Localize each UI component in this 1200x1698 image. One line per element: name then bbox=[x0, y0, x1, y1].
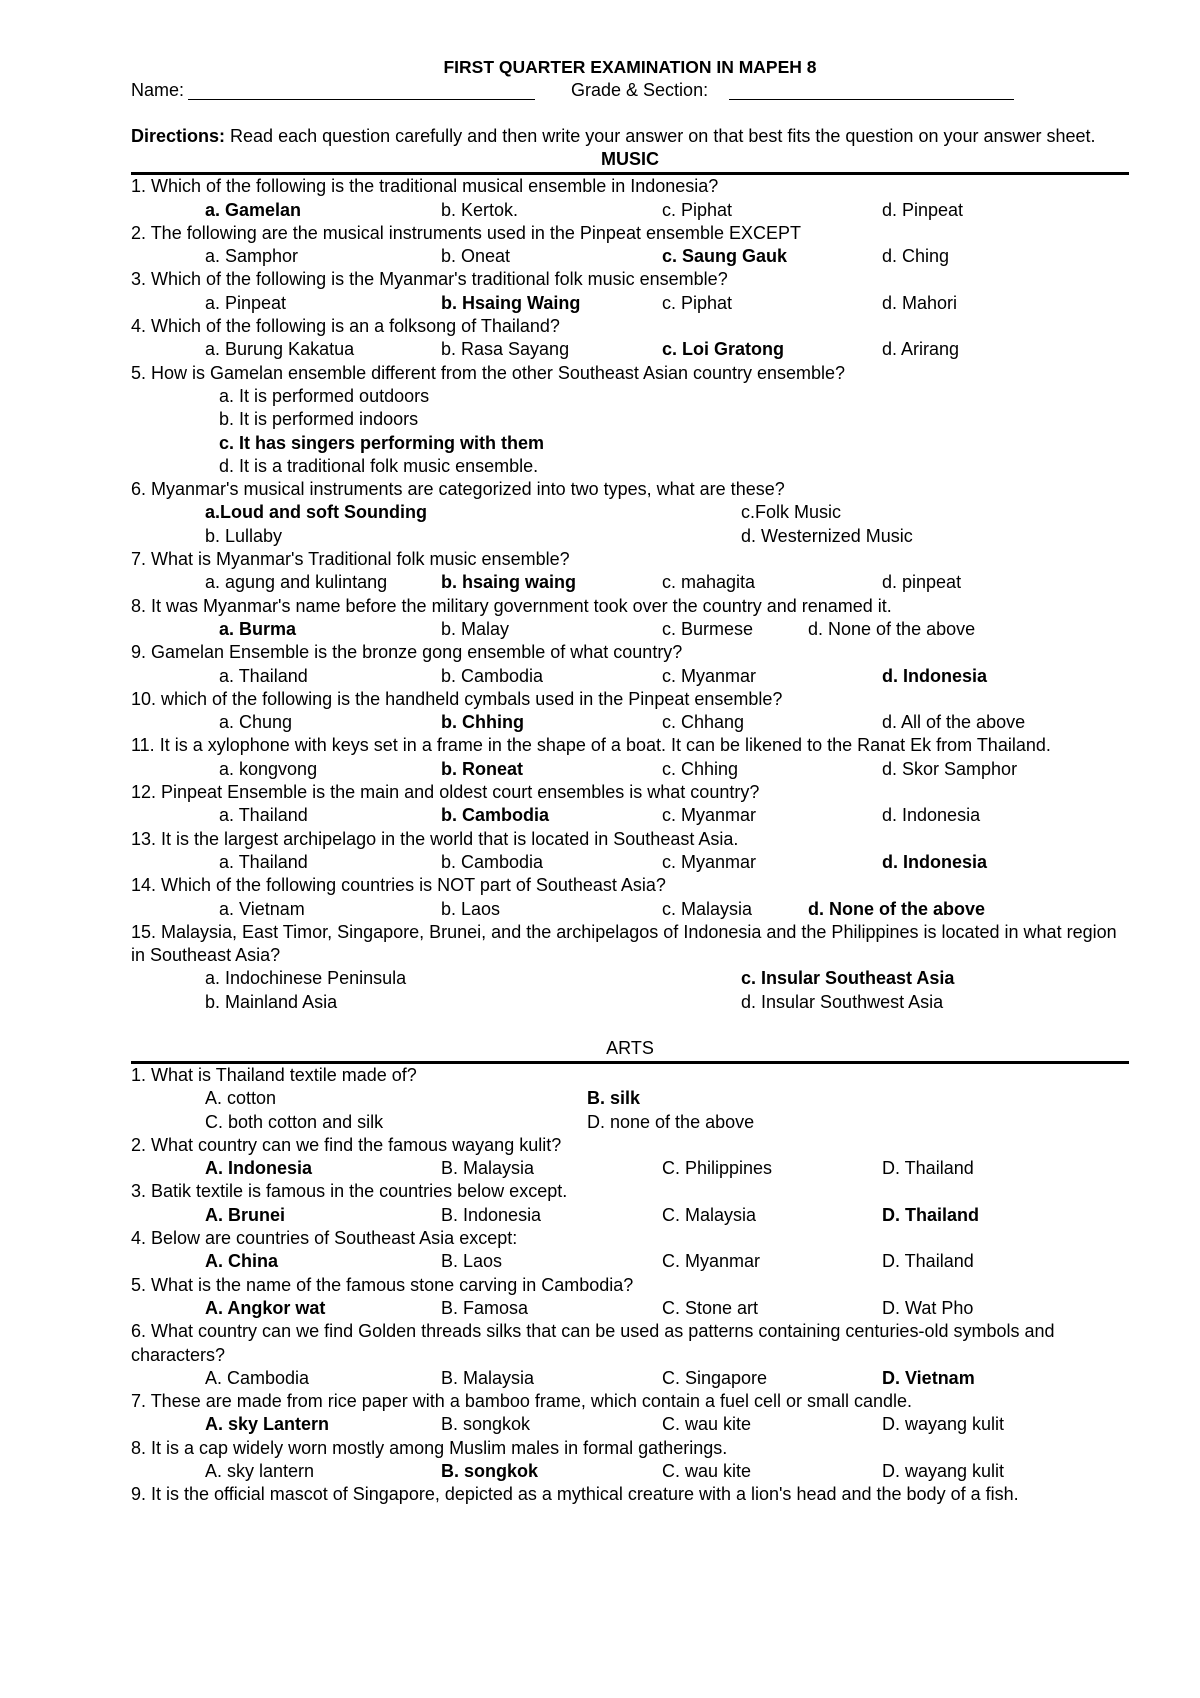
choices-row bbox=[131, 758, 1129, 781]
choices-row bbox=[131, 991, 1129, 1014]
choice: A. Brunei bbox=[205, 1204, 286, 1225]
choices-row bbox=[131, 1297, 1129, 1320]
choice: D. Thailand bbox=[882, 1251, 974, 1272]
choice: b. Hsaing Waing bbox=[441, 292, 581, 313]
question: 10. which of the following is the handheld cymbals used in the Pinpeat ensemble? bbox=[131, 688, 783, 709]
choices-row bbox=[131, 898, 1129, 921]
choice: c. Insular Southeast Asia bbox=[741, 968, 955, 989]
grade-section-blank-line bbox=[729, 99, 1014, 100]
choices-row bbox=[131, 711, 1129, 734]
choice: b. Cambodia bbox=[441, 665, 544, 686]
question: 8. It was Myanmar's name before the military government took over the country and renamed it. bbox=[131, 595, 892, 616]
choice: b. Laos bbox=[441, 898, 501, 919]
choice: D. Thailand bbox=[882, 1204, 980, 1225]
choice: d. It is a traditional folk music ensemble. bbox=[219, 455, 539, 476]
choice: b. Cambodia bbox=[441, 851, 544, 872]
question: 8. It is a cap widely worn mostly among Muslim males in formal gatherings. bbox=[131, 1437, 728, 1458]
choice: C. wau kite bbox=[662, 1414, 752, 1435]
choice: B. songkok bbox=[441, 1414, 531, 1435]
choice: d. None of the above bbox=[808, 898, 986, 919]
question: 15. Malaysia, East Timor, Singapore, Brunei, and the archipelagos of Indonesia and the Philippines is located in what region in Southeast Asia? bbox=[131, 921, 1117, 966]
name-grade-row bbox=[131, 79, 1129, 102]
question: 6. Myanmar's musical instruments are categorized into two types, what are these? bbox=[131, 479, 785, 500]
choice: d. All of the above bbox=[882, 712, 1026, 733]
choice: a.Loud and soft Sounding bbox=[205, 502, 427, 523]
choice: A. sky lantern bbox=[205, 1461, 315, 1482]
choice: c. mahagita bbox=[662, 572, 756, 593]
question: 5. How is Gamelan ensemble different from the other Southeast Asian country ensemble? bbox=[131, 362, 846, 383]
choice: D. wayang kulit bbox=[882, 1461, 1005, 1482]
choices-row bbox=[131, 1250, 1129, 1273]
choice: a. Thailand bbox=[219, 851, 308, 872]
choice: b. Rasa Sayang bbox=[441, 339, 570, 360]
choice: c. Chhing bbox=[662, 758, 739, 779]
question: 11. It is a xylophone with keys set in a frame in the shape of a boat. It can be likened to the Ranat Ek from Thailand. bbox=[131, 735, 1051, 756]
choice: a. It is performed outdoors bbox=[219, 385, 430, 406]
choices-row bbox=[131, 501, 1129, 524]
choice: A. Indonesia bbox=[205, 1158, 313, 1179]
question: 2. What country can we find the famous wayang kulit? bbox=[131, 1134, 562, 1155]
choices-row bbox=[131, 618, 1129, 641]
directions-label: Directions: bbox=[131, 126, 226, 146]
choice: C. Myanmar bbox=[662, 1251, 761, 1272]
choices-row bbox=[131, 1413, 1129, 1436]
choice: a. Vietnam bbox=[219, 898, 305, 919]
choices-row bbox=[131, 1111, 1129, 1134]
choice: A. Angkor wat bbox=[205, 1297, 326, 1318]
choice: A. Cambodia bbox=[205, 1367, 310, 1388]
choice: c. It has singers performing with them bbox=[219, 432, 545, 453]
choice: b. Malay bbox=[441, 618, 510, 639]
choice: d. Ching bbox=[882, 246, 950, 267]
music-heading: MUSIC bbox=[601, 149, 659, 170]
choice: b. It is performed indoors bbox=[219, 409, 419, 430]
choices-row bbox=[131, 1087, 1129, 1110]
choices-row bbox=[131, 1367, 1129, 1390]
choices-row bbox=[131, 1204, 1129, 1227]
choice: B. songkok bbox=[441, 1461, 539, 1482]
choice: A. cotton bbox=[205, 1088, 277, 1109]
choices-row bbox=[131, 804, 1129, 827]
choice: d. Westernized Music bbox=[741, 525, 913, 546]
name-blank-line bbox=[188, 99, 535, 100]
choice: c. Piphat bbox=[662, 292, 733, 313]
arts-heading: ARTS bbox=[606, 1037, 654, 1058]
choices-row bbox=[131, 1157, 1129, 1180]
choice: d. Indonesia bbox=[882, 851, 988, 872]
choice: c. Loi Gratong bbox=[662, 339, 785, 360]
choice: b. Roneat bbox=[441, 758, 524, 779]
choice: C. Malaysia bbox=[662, 1204, 757, 1225]
choice: c. Piphat bbox=[662, 199, 733, 220]
exam-title: FIRST QUARTER EXAMINATION IN MAPEH 8 bbox=[443, 57, 817, 77]
choices-row bbox=[131, 292, 1129, 315]
question: 9. It is the official mascot of Singapore, depicted as a mythical creature with a lion's head and the body of a fish. bbox=[131, 1484, 1019, 1505]
choice: c. Chhang bbox=[662, 712, 745, 733]
choices-row bbox=[131, 525, 1129, 548]
choice: B. Indonesia bbox=[441, 1204, 542, 1225]
choice: d. Arirang bbox=[882, 339, 960, 360]
question: 7. These are made from rice paper with a bamboo frame, which contain a fuel cell or small candle. bbox=[131, 1391, 913, 1412]
choice: A. China bbox=[205, 1251, 279, 1272]
choices-row bbox=[131, 851, 1129, 874]
choice: b. hsaing waing bbox=[441, 572, 577, 593]
choice: b. Chhing bbox=[441, 712, 524, 733]
choice: b. Oneat bbox=[441, 246, 511, 267]
question: 3. Which of the following is the Myanmar's traditional folk music ensemble? bbox=[131, 269, 728, 290]
choices-row bbox=[131, 199, 1129, 222]
choice: A. sky Lantern bbox=[205, 1414, 330, 1435]
choice: B. Malaysia bbox=[441, 1158, 535, 1179]
choice: a. Thailand bbox=[219, 805, 308, 826]
question: 12. Pinpeat Ensemble is the main and oldest court ensembles is what country? bbox=[131, 782, 760, 803]
choice: a. Burung Kakatua bbox=[205, 339, 355, 360]
question: 4. Which of the following is an a folksong of Thailand? bbox=[131, 316, 560, 337]
choice: B. Malaysia bbox=[441, 1367, 535, 1388]
choice: D. wayang kulit bbox=[882, 1414, 1005, 1435]
question: 7. What is Myanmar's Traditional folk music ensemble? bbox=[131, 549, 570, 570]
choice: D. Vietnam bbox=[882, 1367, 975, 1388]
choice: C. Stone art bbox=[662, 1297, 759, 1318]
choice: D. Wat Pho bbox=[882, 1297, 974, 1318]
choice: a. Thailand bbox=[219, 665, 308, 686]
choice: d. Skor Samphor bbox=[882, 758, 1018, 779]
choice: c. Myanmar bbox=[662, 665, 757, 686]
choice: d. Insular Southwest Asia bbox=[741, 991, 944, 1012]
choice: d. Indonesia bbox=[882, 665, 988, 686]
choice: c. Malaysia bbox=[662, 898, 753, 919]
question: 6. What country can we find Golden threads silks that can be used as patterns containing centuries-old symbols and characters? bbox=[131, 1321, 1055, 1365]
choice: C. Philippines bbox=[662, 1158, 773, 1179]
choices-row bbox=[131, 571, 1129, 594]
choice: C. wau kite bbox=[662, 1461, 752, 1482]
question: 1. What is Thailand textile made of? bbox=[131, 1064, 417, 1085]
choices-row bbox=[131, 245, 1129, 268]
question: 1. Which of the following is the traditional musical ensemble in Indonesia? bbox=[131, 176, 719, 197]
choice: C. both cotton and silk bbox=[205, 1111, 384, 1132]
choice: B. Famosa bbox=[441, 1297, 529, 1318]
question: 2. The following are the musical instruments used in the Pinpeat ensemble EXCEPT bbox=[131, 222, 802, 243]
question: 14. Which of the following countries is NOT part of Southeast Asia? bbox=[131, 875, 666, 896]
directions-text: Read each question carefully and then write your answer on that best fits the question on your answer sheet. bbox=[225, 126, 1096, 146]
choice: c. Myanmar bbox=[662, 851, 757, 872]
exam-page bbox=[131, 56, 1129, 1507]
choice: B. Laos bbox=[441, 1251, 503, 1272]
choice: a. Chung bbox=[219, 712, 293, 733]
choice: c. Burmese bbox=[662, 618, 754, 639]
choice: b. Cambodia bbox=[441, 805, 550, 826]
choice: B. silk bbox=[587, 1088, 641, 1109]
choice: D. Thailand bbox=[882, 1158, 974, 1179]
choice: c. Myanmar bbox=[662, 805, 757, 826]
choice: a. agung and kulintang bbox=[205, 572, 388, 593]
choices-row bbox=[131, 338, 1129, 361]
choice: a. Indochinese Peninsula bbox=[205, 968, 407, 989]
question: 9. Gamelan Ensemble is the bronze gong ensemble of what country? bbox=[131, 642, 683, 663]
grade-section-label: Grade & Section: bbox=[571, 80, 709, 100]
choice: c. Saung Gauk bbox=[662, 246, 788, 267]
choices-row bbox=[131, 665, 1129, 688]
choices-row bbox=[131, 1460, 1129, 1483]
choice: d. Indonesia bbox=[882, 805, 981, 826]
choice: d. pinpeat bbox=[882, 572, 962, 593]
choice: a. Pinpeat bbox=[205, 292, 287, 313]
choices-row bbox=[131, 967, 1129, 990]
choice: d. None of the above bbox=[808, 618, 976, 639]
choice: a. Gamelan bbox=[205, 199, 302, 220]
choice: a. Burma bbox=[219, 618, 297, 639]
choice: a. kongvong bbox=[219, 758, 318, 779]
choice: b. Kertok. bbox=[441, 199, 519, 220]
name-label: Name: bbox=[131, 80, 185, 100]
choice: b. Lullaby bbox=[205, 525, 283, 546]
choice: d. Mahori bbox=[882, 292, 958, 313]
question: 13. It is the largest archipelago in the world that is located in Southeast Asia. bbox=[131, 828, 739, 849]
choice: C. Singapore bbox=[662, 1367, 768, 1388]
directions bbox=[131, 125, 1129, 148]
choice: b. Mainland Asia bbox=[205, 991, 338, 1012]
question: 5. What is the name of the famous stone carving in Cambodia? bbox=[131, 1274, 634, 1295]
choice: D. none of the above bbox=[587, 1111, 755, 1132]
choice: d. Pinpeat bbox=[882, 199, 964, 220]
question: 3. Batik textile is famous in the countries below except. bbox=[131, 1181, 568, 1202]
choice: a. Samphor bbox=[205, 246, 299, 267]
choice: c.Folk Music bbox=[741, 502, 842, 523]
question: 4. Below are countries of Southeast Asia except: bbox=[131, 1228, 518, 1249]
